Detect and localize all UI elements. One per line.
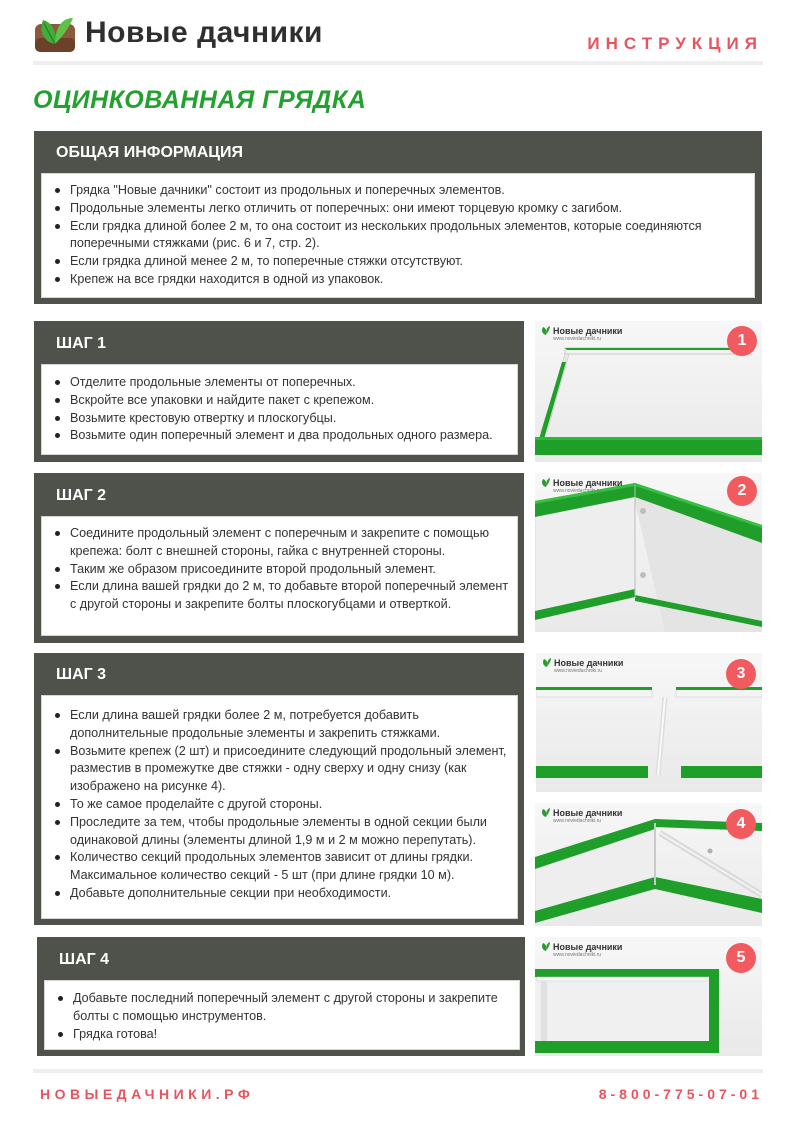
footer-phone-link[interactable]: 8-800-775-07-01 <box>598 1086 763 1102</box>
step-1-list <box>41 364 518 455</box>
step-3b-photo <box>535 803 762 926</box>
photo-brand-name: Новые дачники <box>553 326 623 336</box>
photo-watermark <box>541 478 622 494</box>
list-item: Возьмите крепеж (2 шт) и присоедините следующий продольный элемент, разместив в промежутке две стяжки - одну сверху и одну снизу (как изображено на рисунке 4). <box>48 743 511 796</box>
photo-brand-name: Новые дачники <box>554 658 624 668</box>
leaf-icon <box>541 942 551 952</box>
list-item: Количество секций продольных элементов зависит от длины грядки. Максимальное количество секций - 5 шт (при длине грядки 10 м). <box>48 849 511 885</box>
step-4-heading: ШАГ 4 <box>59 951 110 968</box>
photo-brand-url: www.noviedachniki.ru <box>553 818 602 824</box>
header-divider <box>33 61 763 65</box>
photo-brand-name: Новые дачники <box>553 478 623 488</box>
step-2-panel <box>34 473 524 643</box>
list-item: То же самое проделайте с другой стороны. <box>48 796 511 814</box>
step-4-list <box>44 980 520 1050</box>
photo-brand-url: www.noviedachniki.ru <box>553 952 602 958</box>
list-item: Крепеж на все грядки находится в одной из упаковок. <box>48 271 748 289</box>
leaf-icon <box>541 808 551 818</box>
footer-divider <box>33 1069 763 1073</box>
logo-icon <box>33 14 77 54</box>
step-4-panel <box>37 937 525 1056</box>
figure-number-badge: 1 <box>727 326 757 356</box>
general-info-heading: ОБЩАЯ ИНФОРМАЦИЯ <box>56 144 243 161</box>
step-2-photo <box>535 473 762 632</box>
photo-brand-url: www.noviedachniki.ru <box>553 488 602 494</box>
general-info-list <box>41 173 755 298</box>
list-item: Грядка "Новые дачники" состоит из продольных и поперечных элементов. <box>48 182 748 200</box>
list-item: Продольные элементы легко отличить от поперечных: они имеют торцевую кромку с загибом. <box>48 200 748 218</box>
list-item: Если грядка длиной менее 2 м, то поперечные стяжки отсутствуют. <box>48 253 748 271</box>
figure-number-badge: 4 <box>726 809 756 839</box>
page-title: ОЦИНКОВАННАЯ ГРЯДКА <box>33 86 367 114</box>
footer-website-link[interactable]: НОВЫЕДАЧНИКИ.РФ <box>40 1086 255 1102</box>
photo-watermark <box>542 658 623 674</box>
photo-watermark <box>541 942 622 958</box>
step-4-photo <box>535 937 762 1056</box>
leaf-icon <box>541 478 551 488</box>
general-info-panel <box>34 131 762 304</box>
list-item: Соедините продольный элемент с поперечным и закрепите с помощью крепежа: болт с внешней стороны, гайка с внутренней стороны. <box>48 525 511 561</box>
list-item: Таким же образом присоедините второй продольный элемент. <box>48 561 511 579</box>
page-header <box>33 12 763 66</box>
step-2-list <box>41 516 518 636</box>
figure-number-badge: 3 <box>726 659 756 689</box>
step-2-heading: ШАГ 2 <box>56 487 107 504</box>
leaf-icon <box>542 658 552 668</box>
step-3-photo <box>536 653 762 792</box>
photo-brand-name: Новые дачники <box>553 942 623 952</box>
photo-brand-url: www.noviedachniki.ru <box>554 668 603 674</box>
list-item: Если длина вашей грядки более 2 м, потребуется добавить дополнительные продольные элементы и закрепить стяжками. <box>48 707 511 743</box>
figure-number-badge: 5 <box>726 943 756 973</box>
list-item: Если длина вашей грядки до 2 м, то добавьте второй поперечный элемент с другой стороны и закрепите болты плоскогубцами и отверткой. <box>48 578 511 614</box>
list-item: Добавьте последний поперечный элемент с другой стороны и закрепите болты с помощью инструментов. <box>51 990 513 1026</box>
step-3-panel <box>34 653 524 925</box>
list-item: Добавьте дополнительные секции при необходимости. <box>48 885 511 903</box>
list-item: Если грядка длиной более 2 м, то она состоит из нескольких продольных элементов, которые соединяются поперечными стяжками (рис. 6 и 7, стр. 2). <box>48 218 748 254</box>
list-item: Грядка готова! <box>51 1026 513 1044</box>
leaf-icon <box>541 326 551 336</box>
step-1-photo <box>535 321 762 462</box>
step-3-heading: ШАГ 3 <box>56 666 107 683</box>
document-type-label: ИНСТРУКЦИЯ <box>587 34 763 53</box>
step-1-heading: ШАГ 1 <box>56 335 107 352</box>
list-item: Возьмите один поперечный элемент и два продольных одного размера. <box>48 427 511 445</box>
step-3-list <box>41 695 518 919</box>
list-item: Вскройте все упаковки и найдите пакет с крепежом. <box>48 392 511 410</box>
list-item: Возьмите крестовую отвертку и плоскогубцы. <box>48 410 511 428</box>
brand-name: Новые дачники <box>85 16 323 49</box>
figure-number-badge: 2 <box>727 476 757 506</box>
step-1-panel <box>34 321 524 462</box>
list-item: Проследите за тем, чтобы продольные элементы в одной секции были одинаковой длины (элементы длиной 1,9 м и 2 м можно перепутать). <box>48 814 511 850</box>
list-item: Отделите продольные элементы от поперечных. <box>48 374 511 392</box>
photo-watermark <box>541 326 622 342</box>
photo-brand-name: Новые дачники <box>553 808 623 818</box>
photo-brand-url: www.noviedachniki.ru <box>553 336 602 342</box>
photo-watermark <box>541 808 622 824</box>
